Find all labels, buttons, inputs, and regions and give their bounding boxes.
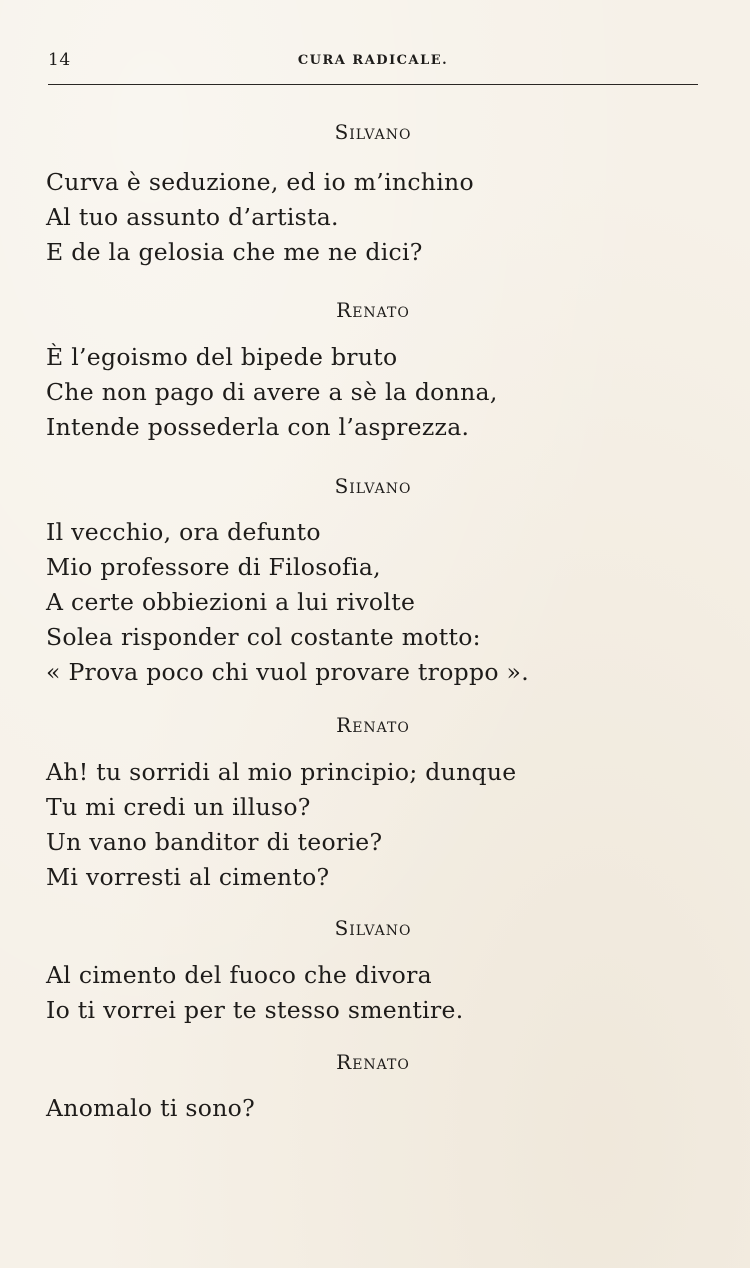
verse-line: Il vecchio, ora defunto: [46, 518, 321, 546]
verse-line: Mi vorresti al cimento?: [46, 863, 330, 891]
speaker-name: Silvano: [334, 916, 412, 940]
running-title: CURA RADICALE.: [297, 53, 449, 68]
speaker-name: Renato: [336, 713, 410, 737]
speaker-name: Silvano: [334, 120, 412, 144]
page-header: [48, 50, 698, 74]
verse-line: Al cimento del fuoco che divora: [46, 961, 432, 989]
verse-line: Al tuo assunto d’artista.: [46, 203, 339, 231]
verse-line: Intende possederla con l’asprezza.: [46, 413, 470, 441]
verse-line: Mio professore di Filosofia,: [46, 553, 381, 581]
speaker-name: Renato: [336, 298, 410, 322]
speaker-name: Renato: [336, 1050, 410, 1074]
verse-line: A certe obbiezioni a lui rivolte: [46, 588, 416, 616]
header-rule: [48, 84, 698, 85]
verse-line: Anomalo ti sono?: [46, 1094, 256, 1122]
speaker-name: Silvano: [334, 474, 412, 498]
verse-line: E de la gelosia che me ne dici?: [46, 238, 423, 266]
verse-line: Che non pago di avere a sè la donna,: [46, 378, 498, 406]
verse-line: È l’egoismo del bipede bruto: [46, 343, 398, 371]
verse-line: Tu mi credi un illuso?: [46, 793, 311, 821]
verse-line: Solea risponder col costante motto:: [46, 623, 481, 651]
page-number: 14: [48, 50, 71, 70]
verse-line: Ah! tu sorridi al mio principio; dunque: [46, 758, 517, 786]
verse-line: Io ti vorrei per te stesso smentire.: [46, 996, 464, 1024]
verse-line: Curva è seduzione, ed io m’inchino: [46, 168, 474, 196]
verse-line: Un vano banditor di teorie?: [46, 828, 383, 856]
verse-line: « Prova poco chi vuol provare troppo ».: [46, 658, 529, 686]
